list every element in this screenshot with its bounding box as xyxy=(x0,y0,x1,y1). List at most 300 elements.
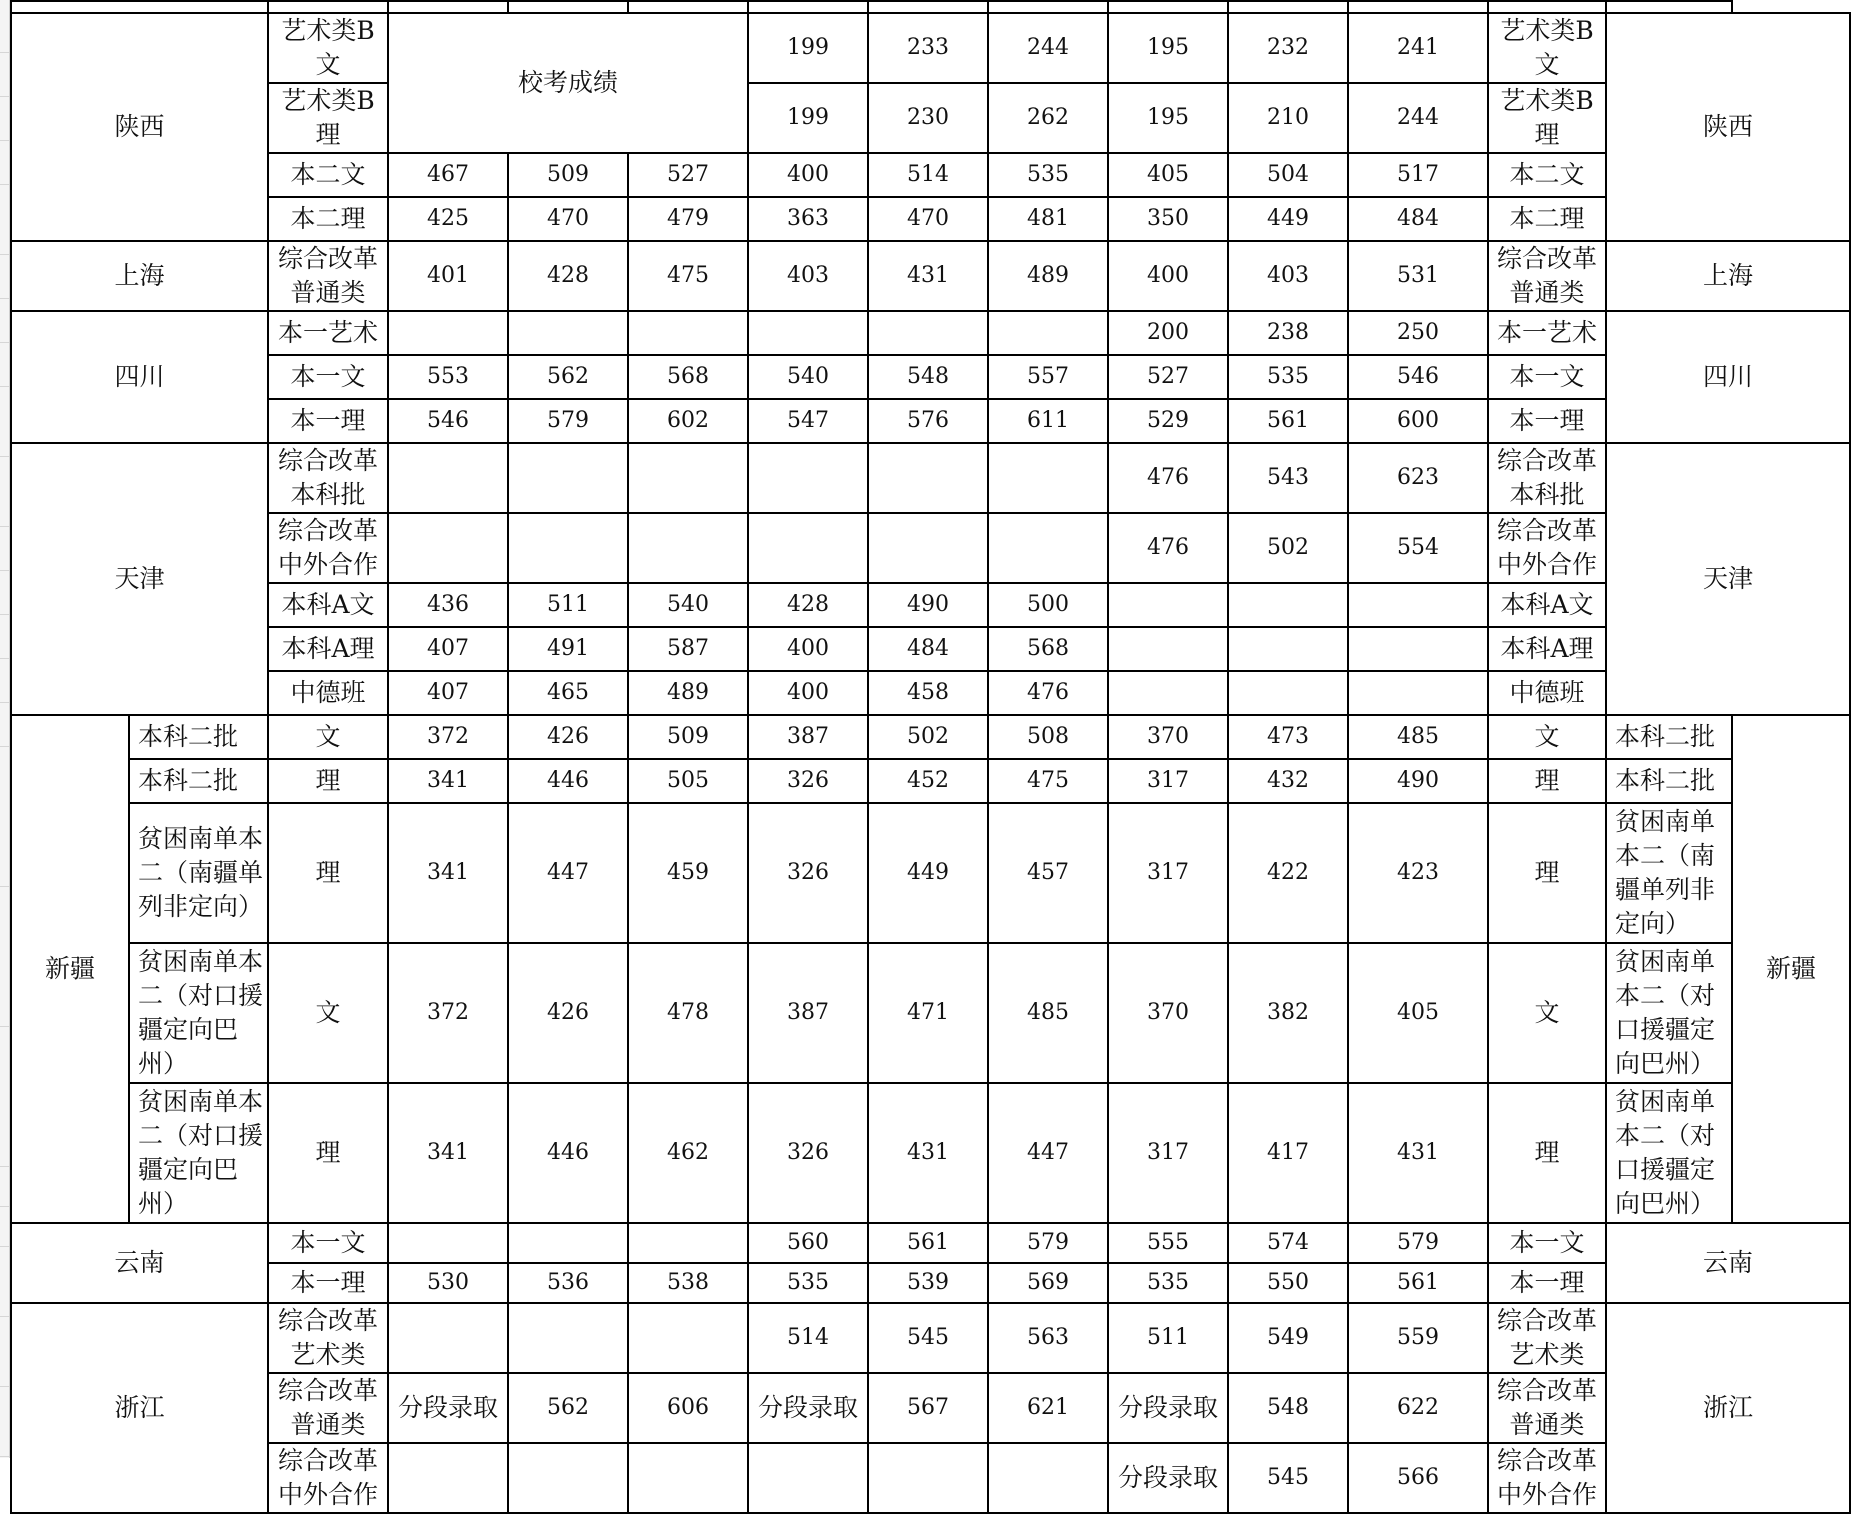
score-cell: 317 xyxy=(1108,803,1228,943)
score-cell: 566 xyxy=(1348,1443,1488,1513)
category-cell-right: 综合改革艺术类 xyxy=(1488,1303,1606,1373)
score-cell: 230 xyxy=(868,83,988,153)
score-cell xyxy=(508,311,628,355)
category-cell-right: 本一理 xyxy=(1488,1263,1606,1303)
score-cell: 562 xyxy=(508,1373,628,1443)
score-cell: 535 xyxy=(1108,1263,1228,1303)
score-cell: 560 xyxy=(748,1223,868,1263)
score-cell: 545 xyxy=(868,1303,988,1373)
top-stub-cell xyxy=(628,1,748,13)
score-cell: 545 xyxy=(1228,1443,1348,1513)
score-cell: 405 xyxy=(1348,943,1488,1083)
score-cell xyxy=(1228,583,1348,627)
batch-cell-right: 贫困南单本二（对口援疆定向巴州） xyxy=(1606,943,1732,1083)
score-cell: 540 xyxy=(748,355,868,399)
score-cell: 400 xyxy=(748,627,868,671)
score-cell: 446 xyxy=(508,759,628,803)
score-cell: 372 xyxy=(388,943,508,1083)
score-cell: 574 xyxy=(1228,1223,1348,1263)
score-cell: 543 xyxy=(1228,443,1348,513)
score-cell: 400 xyxy=(1108,241,1228,311)
score-cell: 569 xyxy=(988,1263,1108,1303)
score-cell xyxy=(508,513,628,583)
score-cell: 233 xyxy=(868,13,988,83)
category-cell-right: 文 xyxy=(1488,943,1606,1083)
score-cell: 548 xyxy=(868,355,988,399)
score-cell: 449 xyxy=(1228,197,1348,241)
score-cell: 505 xyxy=(628,759,748,803)
score-cell: 567 xyxy=(868,1373,988,1443)
batch-cell: 贫困南单本二（对口援疆定向巴州） xyxy=(129,1083,268,1223)
province-cell: 陕西 xyxy=(11,13,268,241)
category-cell-right: 本一理 xyxy=(1488,399,1606,443)
score-cell xyxy=(748,311,868,355)
category-cell-right: 本科A文 xyxy=(1488,583,1606,627)
score-cell: 370 xyxy=(1108,715,1228,759)
score-cell: 504 xyxy=(1228,153,1348,197)
province-cell-right: 新疆 xyxy=(1732,715,1850,1223)
category-cell: 艺术类B理 xyxy=(268,83,388,153)
category-cell: 综合改革中外合作 xyxy=(268,513,388,583)
score-cell xyxy=(1108,583,1228,627)
score-cell: 370 xyxy=(1108,943,1228,1083)
category-cell: 本一理 xyxy=(268,1263,388,1303)
batch-cell-right: 贫困南单本二（南疆单列非定向） xyxy=(1606,803,1732,943)
table-row xyxy=(11,83,1850,153)
table-row xyxy=(11,241,1850,311)
score-cell xyxy=(508,1223,628,1263)
score-cell: 550 xyxy=(1228,1263,1348,1303)
score-cell: 511 xyxy=(508,583,628,627)
score-cell: 500 xyxy=(988,583,1108,627)
score-cell xyxy=(868,311,988,355)
category-cell: 理 xyxy=(268,759,388,803)
score-cell: 553 xyxy=(388,355,508,399)
score-cell: 447 xyxy=(988,1083,1108,1223)
batch-cell-right: 本科二批 xyxy=(1606,759,1732,803)
score-cell: 452 xyxy=(868,759,988,803)
category-cell: 综合改革中外合作 xyxy=(268,1443,388,1513)
category-cell: 中德班 xyxy=(268,671,388,715)
table-row xyxy=(11,715,1850,759)
score-cell: 244 xyxy=(988,13,1108,83)
category-cell-right: 综合改革中外合作 xyxy=(1488,1443,1606,1513)
score-cell: 238 xyxy=(1228,311,1348,355)
table-row xyxy=(11,759,1850,803)
score-cell: 621 xyxy=(988,1373,1108,1443)
score-cell: 459 xyxy=(628,803,748,943)
score-cell: 535 xyxy=(748,1263,868,1303)
category-cell: 综合改革艺术类 xyxy=(268,1303,388,1373)
score-cell: 分段录取 xyxy=(1108,1443,1228,1513)
score-cell: 511 xyxy=(1108,1303,1228,1373)
batch-cell-right: 贫困南单本二（对口援疆定向巴州） xyxy=(1606,1083,1732,1223)
batch-cell: 本科二批 xyxy=(129,759,268,803)
category-cell: 理 xyxy=(268,1083,388,1223)
score-cell: 417 xyxy=(1228,1083,1348,1223)
table-row xyxy=(11,1303,1850,1373)
score-cell: 341 xyxy=(388,803,508,943)
category-cell: 综合改革普通类 xyxy=(268,241,388,311)
score-cell: 199 xyxy=(748,83,868,153)
score-cell: 484 xyxy=(1348,197,1488,241)
category-cell-right: 综合改革普通类 xyxy=(1488,1373,1606,1443)
score-cell: 579 xyxy=(508,399,628,443)
score-cell xyxy=(1108,671,1228,715)
score-cell: 531 xyxy=(1348,241,1488,311)
score-cell: 539 xyxy=(868,1263,988,1303)
category-cell: 综合改革普通类 xyxy=(268,1373,388,1443)
top-stub-cell xyxy=(508,1,628,13)
score-cell: 423 xyxy=(1348,803,1488,943)
score-cell: 403 xyxy=(748,241,868,311)
score-cell: 400 xyxy=(748,671,868,715)
score-cell: 403 xyxy=(1228,241,1348,311)
score-cell: 476 xyxy=(988,671,1108,715)
score-cell xyxy=(1228,627,1348,671)
score-cell: 210 xyxy=(1228,83,1348,153)
score-cell: 479 xyxy=(628,197,748,241)
score-cell xyxy=(388,443,508,513)
score-cell: 341 xyxy=(388,1083,508,1223)
category-cell-right: 本一文 xyxy=(1488,355,1606,399)
table-row xyxy=(11,1223,1850,1263)
score-cell: 484 xyxy=(868,627,988,671)
score-cell: 547 xyxy=(748,399,868,443)
score-cell xyxy=(388,1443,508,1513)
score-cell: 262 xyxy=(988,83,1108,153)
score-cell: 508 xyxy=(988,715,1108,759)
score-cell: 622 xyxy=(1348,1373,1488,1443)
score-cell xyxy=(988,513,1108,583)
score-cell xyxy=(868,443,988,513)
province-cell-right: 云南 xyxy=(1606,1223,1850,1303)
score-cell: 431 xyxy=(868,1083,988,1223)
score-cell: 分段录取 xyxy=(388,1373,508,1443)
score-cell xyxy=(628,443,748,513)
score-cell xyxy=(988,311,1108,355)
table-row xyxy=(11,803,1850,943)
score-cell xyxy=(388,1303,508,1373)
score-cell: 473 xyxy=(1228,715,1348,759)
score-cell xyxy=(1228,671,1348,715)
score-cell: 250 xyxy=(1348,311,1488,355)
score-cell: 611 xyxy=(988,399,1108,443)
province-cell-right: 四川 xyxy=(1606,311,1850,443)
batch-cell-right: 本科二批 xyxy=(1606,715,1732,759)
category-cell: 理 xyxy=(268,803,388,943)
category-cell: 本一文 xyxy=(268,1223,388,1263)
province-cell: 上海 xyxy=(11,241,268,311)
score-cell xyxy=(868,1443,988,1513)
category-cell-right: 综合改革本科批 xyxy=(1488,443,1606,513)
province-cell: 浙江 xyxy=(11,1303,268,1513)
score-cell: 530 xyxy=(388,1263,508,1303)
category-cell-right: 文 xyxy=(1488,715,1606,759)
score-cell: 502 xyxy=(1228,513,1348,583)
table-row xyxy=(11,1083,1850,1223)
score-cell xyxy=(988,443,1108,513)
category-cell: 本一理 xyxy=(268,399,388,443)
score-cell: 485 xyxy=(1348,715,1488,759)
province-cell-right: 天津 xyxy=(1606,443,1850,715)
score-cell: 387 xyxy=(748,943,868,1083)
table-row xyxy=(11,355,1850,399)
score-cell: 447 xyxy=(508,803,628,943)
table-row xyxy=(11,443,1850,513)
score-cell: 535 xyxy=(988,153,1108,197)
score-cell xyxy=(748,1443,868,1513)
score-cell: 326 xyxy=(748,803,868,943)
score-cell: 568 xyxy=(628,355,748,399)
top-stub-cell xyxy=(268,1,388,13)
table-row xyxy=(11,153,1850,197)
score-cell: 478 xyxy=(628,943,748,1083)
score-cell: 490 xyxy=(1348,759,1488,803)
score-cell: 517 xyxy=(1348,153,1488,197)
province-cell: 新疆 xyxy=(11,715,129,1223)
top-stub-cell xyxy=(1348,1,1488,13)
category-cell: 综合改革本科批 xyxy=(268,443,388,513)
batch-cell: 贫困南单本二（南疆单列非定向） xyxy=(129,803,268,943)
score-cell: 分段录取 xyxy=(748,1373,868,1443)
score-cell: 509 xyxy=(508,153,628,197)
score-cell xyxy=(388,311,508,355)
score-cell: 465 xyxy=(508,671,628,715)
score-cell: 579 xyxy=(1348,1223,1488,1263)
province-cell: 天津 xyxy=(11,443,268,715)
category-cell-right: 本二文 xyxy=(1488,153,1606,197)
score-cell: 561 xyxy=(1348,1263,1488,1303)
score-cell: 407 xyxy=(388,627,508,671)
score-cell xyxy=(1348,627,1488,671)
score-cell: 467 xyxy=(388,153,508,197)
category-cell: 艺术类B文 xyxy=(268,13,388,83)
score-cell: 475 xyxy=(628,241,748,311)
category-cell: 本一艺术 xyxy=(268,311,388,355)
category-cell-right: 综合改革中外合作 xyxy=(1488,513,1606,583)
score-cell: 428 xyxy=(748,583,868,627)
score-cell: 326 xyxy=(748,759,868,803)
category-cell: 本二文 xyxy=(268,153,388,197)
category-cell: 本一文 xyxy=(268,355,388,399)
score-cell: 485 xyxy=(988,943,1108,1083)
score-cell: 326 xyxy=(748,1083,868,1223)
category-cell-right: 中德班 xyxy=(1488,671,1606,715)
score-cell: 462 xyxy=(628,1083,748,1223)
score-cell: 200 xyxy=(1108,311,1228,355)
score-cell: 555 xyxy=(1108,1223,1228,1263)
table-row xyxy=(11,197,1850,241)
category-cell-right: 本科A理 xyxy=(1488,627,1606,671)
score-cell: 527 xyxy=(628,153,748,197)
score-cell xyxy=(1108,627,1228,671)
table-row xyxy=(11,311,1850,355)
score-cell xyxy=(508,443,628,513)
score-cell: 557 xyxy=(988,355,1108,399)
score-cell xyxy=(628,513,748,583)
score-cell xyxy=(628,1443,748,1513)
top-stub-cell xyxy=(1488,1,1606,13)
score-cell: 600 xyxy=(1348,399,1488,443)
score-cell: 401 xyxy=(388,241,508,311)
score-cell: 195 xyxy=(1108,13,1228,83)
batch-cell: 本科二批 xyxy=(129,715,268,759)
category-cell: 本二理 xyxy=(268,197,388,241)
score-cell: 549 xyxy=(1228,1303,1348,1373)
score-cell: 387 xyxy=(748,715,868,759)
score-cell: 244 xyxy=(1348,83,1488,153)
table-row xyxy=(11,583,1850,627)
score-cell: 489 xyxy=(628,671,748,715)
score-cell: 471 xyxy=(868,943,988,1083)
top-stub-cell xyxy=(1108,1,1228,13)
score-cell xyxy=(748,513,868,583)
score-cell: 489 xyxy=(988,241,1108,311)
score-cell: 431 xyxy=(1348,1083,1488,1223)
top-stub-cell xyxy=(868,1,988,13)
category-cell-right: 理 xyxy=(1488,803,1606,943)
score-cell: 458 xyxy=(868,671,988,715)
score-cell: 436 xyxy=(388,583,508,627)
score-cell: 548 xyxy=(1228,1373,1348,1443)
category-cell: 文 xyxy=(268,715,388,759)
score-cell: 426 xyxy=(508,943,628,1083)
score-cell: 546 xyxy=(1348,355,1488,399)
score-cell xyxy=(748,443,868,513)
score-cell: 562 xyxy=(508,355,628,399)
score-cell: 476 xyxy=(1108,443,1228,513)
score-cell: 623 xyxy=(1348,443,1488,513)
category-cell: 文 xyxy=(268,943,388,1083)
score-cell: 426 xyxy=(508,715,628,759)
top-stub-cell xyxy=(1606,1,1732,13)
province-cell-right: 陕西 xyxy=(1606,13,1850,241)
score-cell: 540 xyxy=(628,583,748,627)
score-cell: 317 xyxy=(1108,1083,1228,1223)
score-cell: 476 xyxy=(1108,513,1228,583)
score-cell: 538 xyxy=(628,1263,748,1303)
score-cell xyxy=(388,513,508,583)
score-cell: 350 xyxy=(1108,197,1228,241)
score-cell: 405 xyxy=(1108,153,1228,197)
table-row xyxy=(11,627,1850,671)
score-cell: 449 xyxy=(868,803,988,943)
table-row xyxy=(11,943,1850,1083)
score-cell: 576 xyxy=(868,399,988,443)
category-cell-right: 综合改革普通类 xyxy=(1488,241,1606,311)
score-cell: 568 xyxy=(988,627,1108,671)
score-cell: 559 xyxy=(1348,1303,1488,1373)
score-cell: 514 xyxy=(748,1303,868,1373)
score-cell: 527 xyxy=(1108,355,1228,399)
score-cell: 400 xyxy=(748,153,868,197)
province-cell: 云南 xyxy=(11,1223,268,1303)
score-cell: 199 xyxy=(748,13,868,83)
table-row xyxy=(11,1373,1850,1443)
score-cell: 602 xyxy=(628,399,748,443)
score-cell: 529 xyxy=(1108,399,1228,443)
batch-cell: 贫困南单本二（对口援疆定向巴州） xyxy=(129,943,268,1083)
score-cell: 分段录取 xyxy=(1108,1373,1228,1443)
score-cell: 502 xyxy=(868,715,988,759)
category-cell-right: 本二理 xyxy=(1488,197,1606,241)
category-cell-right: 理 xyxy=(1488,1083,1606,1223)
score-cell xyxy=(628,1223,748,1263)
category-cell: 本科A文 xyxy=(268,583,388,627)
score-cell: 470 xyxy=(508,197,628,241)
table-row xyxy=(11,1263,1850,1303)
score-cell: 490 xyxy=(868,583,988,627)
score-cell: 382 xyxy=(1228,943,1348,1083)
score-cell: 475 xyxy=(988,759,1108,803)
score-cell xyxy=(1348,671,1488,715)
category-cell-right: 本一文 xyxy=(1488,1223,1606,1263)
category-cell-right: 本一艺术 xyxy=(1488,311,1606,355)
top-stub-cell xyxy=(988,1,1108,13)
top-stub-cell xyxy=(1228,1,1348,13)
score-cell: 514 xyxy=(868,153,988,197)
score-cell xyxy=(628,1303,748,1373)
score-cell: 470 xyxy=(868,197,988,241)
category-cell-right: 理 xyxy=(1488,759,1606,803)
admission-score-table xyxy=(10,0,1851,1514)
school-exam-merged-cell: 校考成绩 xyxy=(388,13,748,153)
table-row xyxy=(11,13,1850,83)
score-cell: 535 xyxy=(1228,355,1348,399)
score-cell: 509 xyxy=(628,715,748,759)
score-cell: 554 xyxy=(1348,513,1488,583)
score-cell xyxy=(868,513,988,583)
score-cell: 491 xyxy=(508,627,628,671)
score-cell: 241 xyxy=(1348,13,1488,83)
table-row xyxy=(11,399,1850,443)
score-cell xyxy=(508,1303,628,1373)
score-cell: 563 xyxy=(988,1303,1108,1373)
score-cell: 579 xyxy=(988,1223,1108,1263)
score-cell: 422 xyxy=(1228,803,1348,943)
score-cell xyxy=(1348,583,1488,627)
score-cell: 232 xyxy=(1228,13,1348,83)
score-cell: 195 xyxy=(1108,83,1228,153)
table-row xyxy=(11,671,1850,715)
score-cell: 481 xyxy=(988,197,1108,241)
category-cell: 本科A理 xyxy=(268,627,388,671)
score-cell: 457 xyxy=(988,803,1108,943)
province-cell-right: 上海 xyxy=(1606,241,1850,311)
score-cell: 372 xyxy=(388,715,508,759)
score-cell: 341 xyxy=(388,759,508,803)
province-cell-right: 浙江 xyxy=(1606,1303,1850,1513)
score-cell: 446 xyxy=(508,1083,628,1223)
score-cell xyxy=(388,1223,508,1263)
score-cell: 587 xyxy=(628,627,748,671)
province-cell: 四川 xyxy=(11,311,268,443)
top-stub-cell xyxy=(388,1,508,13)
score-cell: 407 xyxy=(388,671,508,715)
score-cell: 536 xyxy=(508,1263,628,1303)
row-header-gutter xyxy=(0,0,10,1458)
score-cell xyxy=(628,311,748,355)
score-cell: 317 xyxy=(1108,759,1228,803)
score-cell: 431 xyxy=(868,241,988,311)
top-stub-cell xyxy=(11,1,268,13)
category-cell-right: 艺术类B理 xyxy=(1488,83,1606,153)
score-cell: 363 xyxy=(748,197,868,241)
score-cell: 425 xyxy=(388,197,508,241)
top-stub-cell xyxy=(748,1,868,13)
table-row xyxy=(11,513,1850,583)
